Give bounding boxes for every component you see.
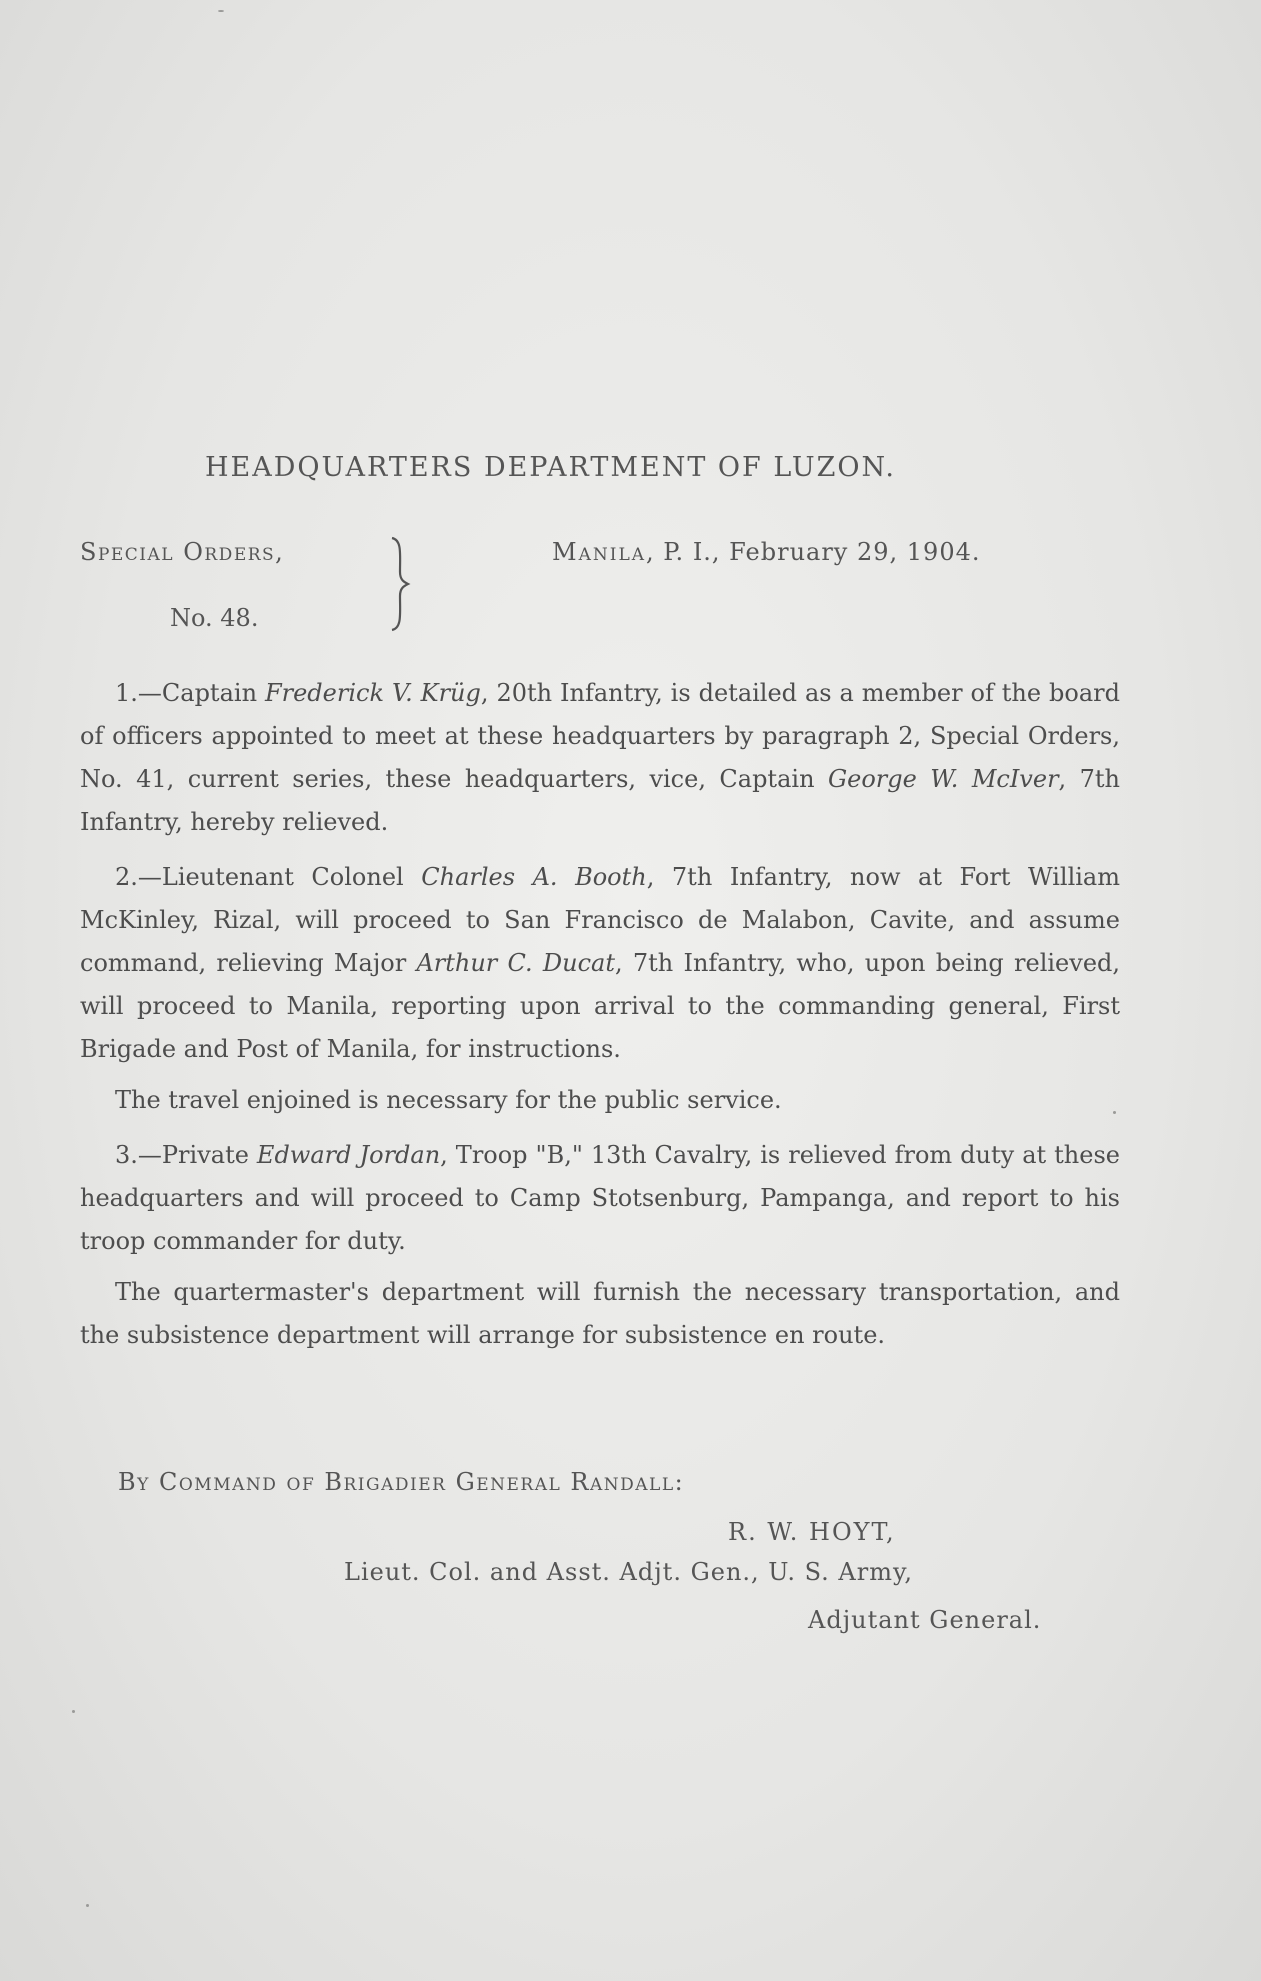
document-heading: HEADQUARTERS DEPARTMENT OF LUZON. <box>205 452 896 483</box>
officer-name: Arthur C. Ducat <box>416 949 615 977</box>
paragraph-1 <box>80 672 1120 844</box>
text-run: , 7th Infantry, hereby relieved. <box>80 765 1120 836</box>
signer-role: Adjutant General. <box>808 1606 1042 1634</box>
officer-name: Frederick V. Krüg <box>264 679 481 707</box>
text-run: 2.—Lieutenant Colonel <box>115 863 422 891</box>
special-orders-number: No. 48. <box>170 604 259 632</box>
paragraph-2-travel: The travel enjoined is necessary for the public service. <box>115 1086 782 1114</box>
place-name: Manila <box>552 538 647 566</box>
command-line: By Command of Brigadier General Randall: <box>118 1468 685 1496</box>
paragraph-3-transport: The quartermaster's department will furnish the necessary transportation, and the subsistence department will arrange for subsistence en route. <box>80 1278 1120 1349</box>
officer-name: George W. McIver <box>827 765 1059 793</box>
place-and-date <box>552 538 981 566</box>
brace-icon <box>388 536 412 632</box>
officer-name: Charles A. Booth <box>421 863 647 891</box>
text-run: , 7th Infantry, who, upon being relieved, will proceed to Manila, reporting upon arrival to the commanding general, First Brigade and Post of Manila, for instructions. <box>80 949 1121 1063</box>
signer-name: R. W. HOYT, <box>728 1518 896 1546</box>
paragraph-2 <box>80 856 1120 1071</box>
orders-body <box>80 672 1120 1369</box>
text-run: , 7th Infantry, now at Fort William McKinley, Rizal, will proceed to San Francisco de Malabon, Cavite, and assume command, relieving Major <box>80 863 1121 977</box>
soldier-name: Edward Jordan <box>256 1141 441 1169</box>
text-run: , 20th Infantry, is detailed as a member of the board of officers appointed to meet at these headquarters by paragraph 2, Special Orders, No. 41, current series, these headquarters, vice, Captain <box>80 679 1120 793</box>
paragraph-3 <box>80 1134 1120 1263</box>
special-orders-label: Special Orders, <box>80 538 285 566</box>
text-run: 1.—Captain <box>115 679 265 707</box>
text-run: 3.—Private <box>115 1141 257 1169</box>
date-text: , P. I., February 29, 1904. <box>646 538 981 566</box>
text-run: , Troop "B," 13th Cavalry, is relieved from duty at these headquarters and will proceed to Camp Stotsenburg, Pampanga, and report to his troop commander for duty. <box>80 1141 1120 1255</box>
signer-title: Lieut. Col. and Asst. Adjt. Gen., U. S. Army, <box>344 1558 913 1586</box>
